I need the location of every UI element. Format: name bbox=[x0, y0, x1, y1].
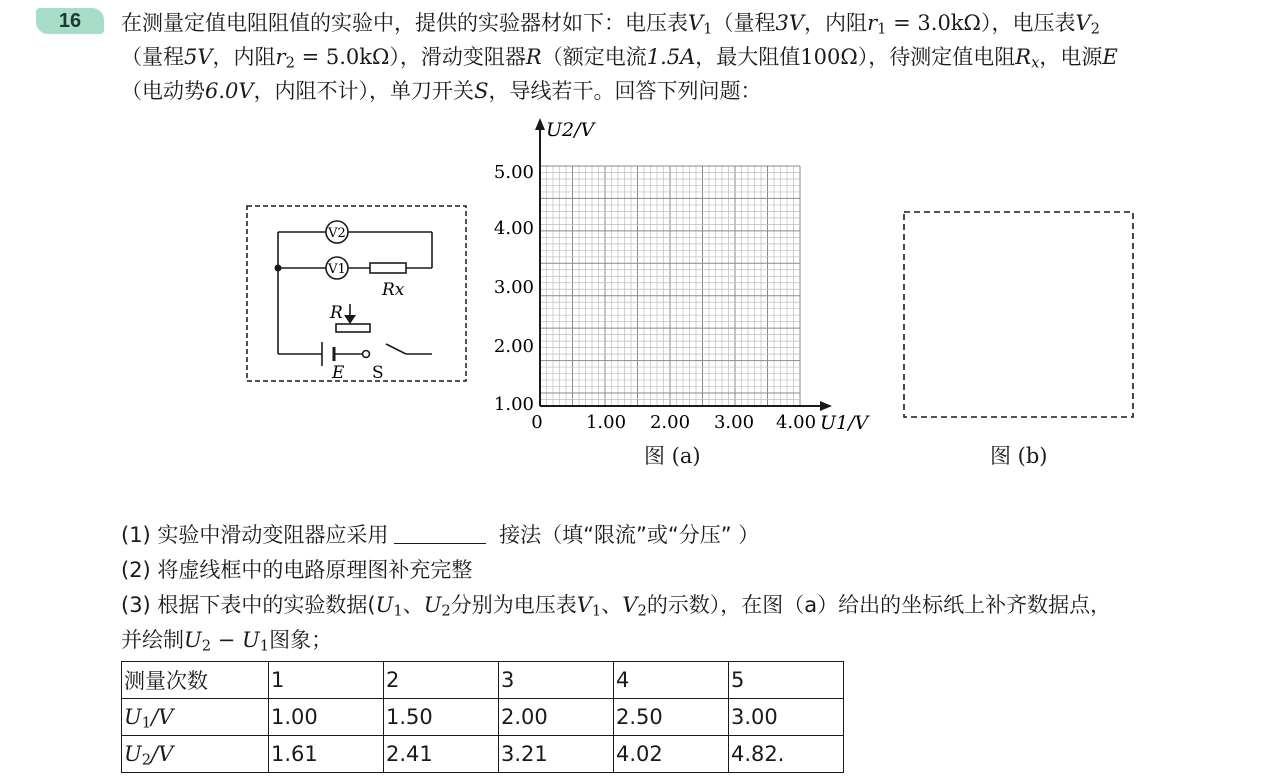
figure-b-box bbox=[902, 210, 1136, 422]
table-header-row bbox=[122, 662, 844, 699]
table-cell: 1 bbox=[269, 662, 384, 699]
svg-text:R: R bbox=[330, 303, 343, 323]
x-tick-label: 2.00 bbox=[649, 412, 691, 433]
question-3-cont: 并绘制$U_2 - U_1$图象； bbox=[121, 628, 333, 655]
table-cell: 3 bbox=[499, 662, 614, 699]
table-cell: 2.41 bbox=[384, 736, 499, 773]
question-stem bbox=[121, 6, 1261, 108]
table-row-u2 bbox=[122, 736, 844, 773]
table-cell: 4 bbox=[614, 662, 729, 699]
graph-a bbox=[488, 116, 878, 438]
question-3: (3) 根据下表中的实验数据($U_1$、$U_2$分别为电压表$V_1$、$V_2$的示数），在图（a）给出的坐标纸上补齐数据点， bbox=[121, 593, 1112, 620]
table-cell: $U_2/V$ bbox=[122, 736, 269, 773]
x-tick-label: 4.00 bbox=[775, 412, 817, 433]
svg-text:E: E bbox=[332, 363, 345, 383]
battery-e bbox=[322, 342, 345, 383]
y-tick-label: 2.00 bbox=[493, 336, 534, 357]
question-number-badge: 16 bbox=[36, 8, 104, 34]
table-cell: 2.50 bbox=[614, 699, 729, 736]
switch-s bbox=[363, 351, 384, 384]
table-cell: 1.61 bbox=[269, 736, 384, 773]
svg-text:S: S bbox=[372, 363, 384, 383]
junction-dot bbox=[275, 265, 282, 272]
svg-text:V2: V2 bbox=[328, 226, 346, 241]
x-tick-label: 1.00 bbox=[585, 412, 627, 433]
figure-b-caption: 图 (b) bbox=[990, 444, 1048, 468]
rheostat-r bbox=[329, 303, 370, 332]
voltmeter-v1 bbox=[326, 257, 348, 279]
answer-blank[interactable] bbox=[394, 521, 486, 544]
question-1: (1) 实验中滑动变阻器应采用 接法（填“限流”或“分压” ） bbox=[121, 523, 760, 547]
table-cell: 3.21 bbox=[499, 736, 614, 773]
stem-line-2: （量程5V，内阻$r_2 = 5.0k\Omega$），滑动变阻器R（额定电流1.5A，最大阻值100Ω），待测定值电阻$R_x$，电源E bbox=[121, 45, 1118, 72]
graph-grid bbox=[540, 166, 800, 406]
x-tick-label: 0 bbox=[531, 412, 543, 433]
y-tick-label: 3.00 bbox=[493, 277, 534, 298]
table-cell: 5 bbox=[729, 662, 844, 699]
table-cell: 4.82. bbox=[729, 736, 844, 773]
y-axis-arrow bbox=[535, 118, 545, 130]
svg-text:V1: V1 bbox=[328, 262, 346, 277]
table-row-u1 bbox=[122, 699, 844, 736]
data-table bbox=[121, 661, 844, 773]
y-axis-label: U2/V bbox=[546, 119, 595, 141]
rx-label: Rx bbox=[382, 280, 405, 300]
stem-line-1: 在测量定值电阻阻值的实验中，提供的实验器材如下：电压表$V_1$（量程3V，内阻$r_1 = 3.0k\Omega$），电压表$V_2$ bbox=[121, 11, 1100, 38]
voltmeter-v2 bbox=[326, 221, 348, 243]
stem-line-3: （电动势6.0V，内阻不计），单刀开关S，导线若干。回答下列问题： bbox=[121, 79, 762, 103]
x-axis-label: U1/V bbox=[820, 412, 869, 434]
table-cell: 2.00 bbox=[499, 699, 614, 736]
table-cell: 1.50 bbox=[384, 699, 499, 736]
table-cell: 3.00 bbox=[729, 699, 844, 736]
x-tick-label: 3.00 bbox=[713, 412, 755, 433]
table-cell: 2 bbox=[384, 662, 499, 699]
question-2: (2) 将虚线框中的电路原理图补充完整 bbox=[121, 558, 473, 582]
y-tick-label: 5.00 bbox=[493, 162, 534, 183]
y-tick-label: 1.00 bbox=[493, 394, 534, 415]
circuit-diagram bbox=[246, 204, 470, 384]
resistor-rx bbox=[370, 263, 406, 273]
table-cell: $U_1/V$ bbox=[122, 699, 269, 736]
table-cell: 4.02 bbox=[614, 736, 729, 773]
figure-a-caption: 图 (a) bbox=[644, 444, 701, 468]
x-axis-arrow bbox=[820, 401, 832, 411]
y-tick-label: 4.00 bbox=[493, 218, 534, 239]
sub-questions bbox=[121, 518, 1261, 658]
table-cell: 1.00 bbox=[269, 699, 384, 736]
table-cell: 测量次数 bbox=[122, 662, 269, 699]
